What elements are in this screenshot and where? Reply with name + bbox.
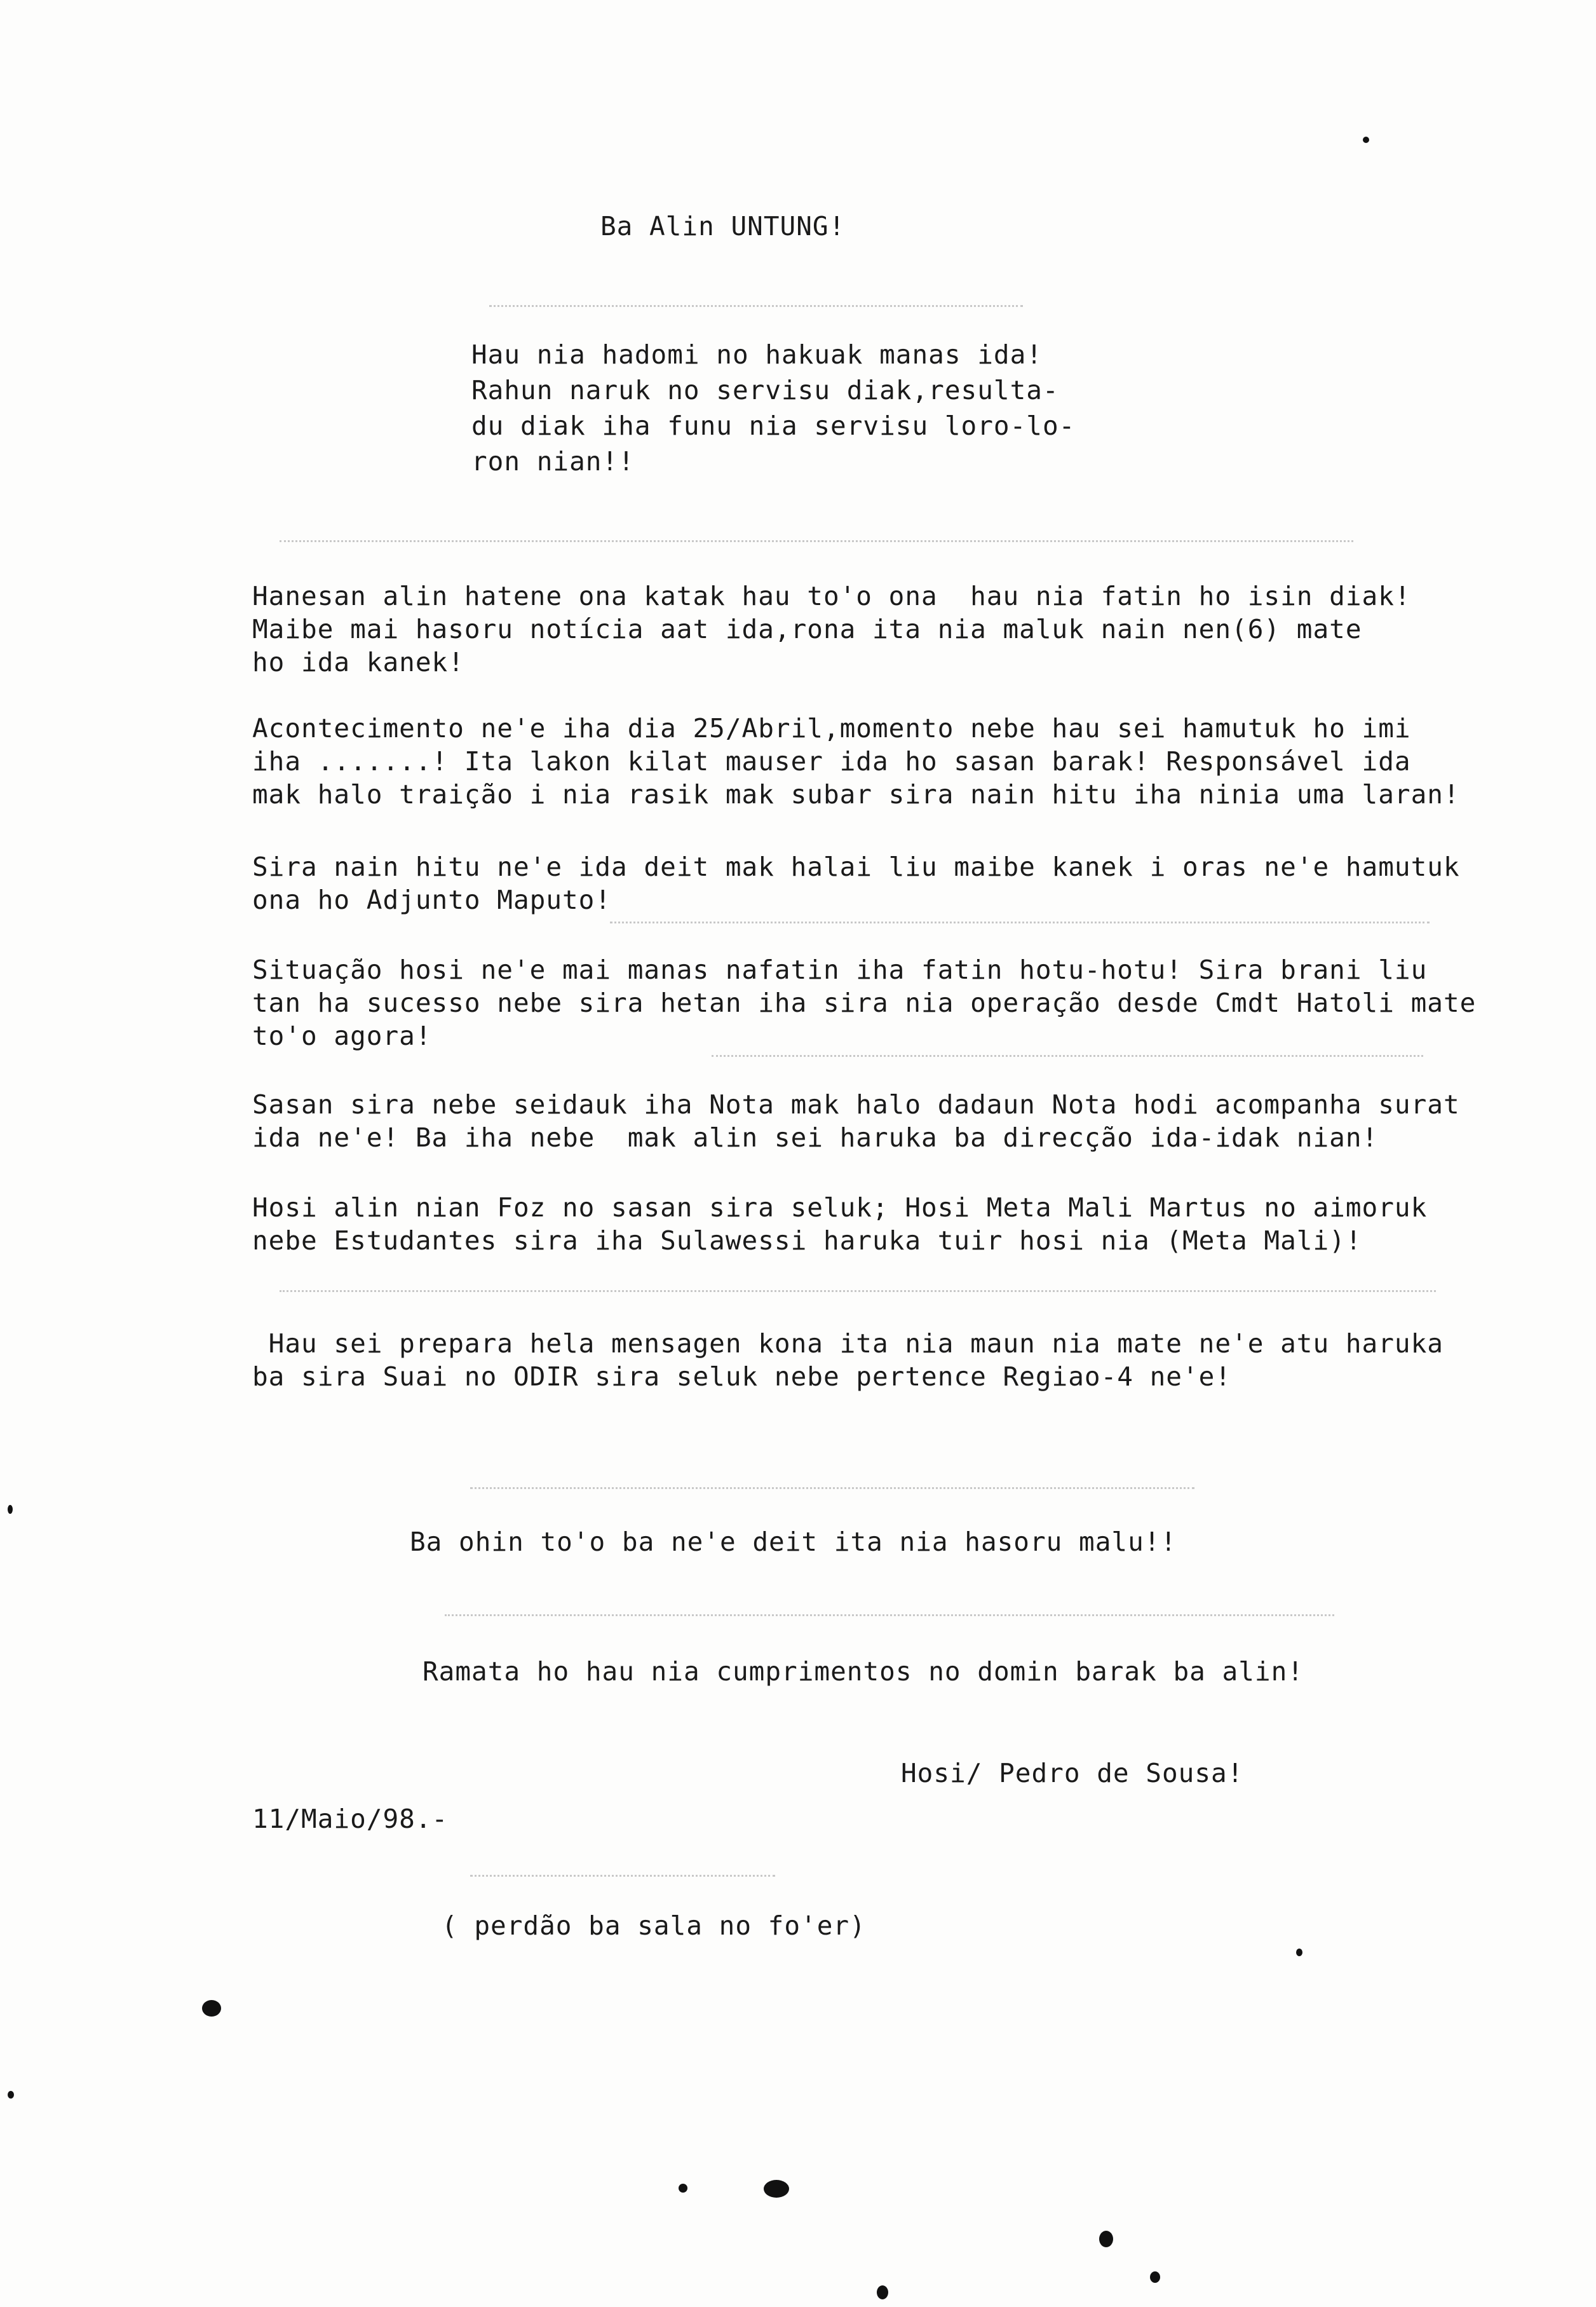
ink-speck (1099, 2231, 1113, 2247)
postscript: ( perdão ba sala no fo'er) (442, 1910, 866, 1941)
ink-speck (679, 2184, 687, 2193)
paragraph-line: Sasan sira nebe seidauk iha Nota mak halo dadaun Nota hodi acompanha surat (252, 1089, 1460, 1120)
ink-speck (1150, 2271, 1160, 2283)
ink-speck (8, 2091, 14, 2099)
paragraph-line: ho ida kanek! (252, 647, 464, 677)
dotted-rule (489, 305, 1023, 307)
paragraph-line: ida ne'e! Ba iha nebe mak alin sei haruka ba direcção ida-idak nian! (252, 1122, 1379, 1153)
closing-wish: Ba ohin to'o ba ne'e deit ita nia hasoru malu!! (410, 1527, 1177, 1557)
ink-speck (202, 2000, 221, 2017)
ink-speck (8, 1505, 13, 1514)
regards: Ramata ho hau nia cumprimentos no domin barak ba alin! (423, 1656, 1304, 1687)
dotted-rule (280, 1290, 1436, 1292)
paragraph-line: Situação hosi ne'e mai manas nafatin iha fatin hotu-hotu! Sira brani liu (252, 955, 1428, 985)
paragraph-line: nebe Estudantes sira iha Sulawessi haruka tuir hosi nia (Meta Mali)! (252, 1225, 1362, 1256)
paragraph-line: ona ho Adjunto Maputo! (252, 885, 612, 915)
ink-speck (877, 2285, 888, 2299)
paragraph-line: iha .......! Ita lakon kilat mauser ida ho sasan barak! Responsável ida (252, 746, 1411, 777)
paragraph-line: tan ha sucesso nebe sira hetan iha sira nia operação desde Cmdt Hatoli mate (252, 988, 1477, 1018)
date: 11/Maio/98.- (252, 1804, 449, 1834)
intro-line: du diak iha funu nia servisu loro-lo- (471, 411, 1076, 441)
dotted-rule (280, 540, 1353, 542)
dotted-rule (470, 1487, 1194, 1489)
paragraph-line: to'o agora! (252, 1021, 432, 1051)
intro-line: Rahun naruk no servisu diak,resulta- (471, 375, 1059, 405)
ink-speck (1296, 1949, 1302, 1956)
paragraph-line: mak halo traição i nia rasik mak subar sira nain hitu iha ninia uma laran! (252, 779, 1460, 810)
paragraph-line: Maibe mai hasoru notícia aat ida,rona ita nia maluk nain nen(6) mate (252, 614, 1362, 644)
paragraph-line: Sira nain hitu ne'e ida deit mak halai liu maibe kanek i oras ne'e hamutuk (252, 852, 1460, 882)
ink-speck (1363, 137, 1369, 143)
ink-speck (764, 2180, 789, 2198)
dotted-rule (712, 1055, 1423, 1057)
intro-line: Hau nia hadomi no hakuak manas ida! (471, 339, 1043, 370)
dotted-rule (470, 1875, 775, 1877)
paragraph-line: Hosi alin nian Foz no sasan sira seluk; Hosi Meta Mali Martus no aimoruk (252, 1192, 1428, 1223)
signature: Hosi/ Pedro de Sousa! (901, 1758, 1244, 1788)
dotted-rule (610, 922, 1430, 923)
paragraph-line: Hau sei prepara hela mensagen kona ita nia maun nia mate ne'e atu haruka (252, 1328, 1444, 1359)
intro-line: ron nian!! (471, 446, 635, 477)
paragraph-line: Acontecimento ne'e iha dia 25/Abril,momento nebe hau sei hamutuk ho imi (252, 713, 1411, 744)
greeting: Ba Alin UNTUNG! (600, 211, 846, 242)
paragraph-line: Hanesan alin hatene ona katak hau to'o ona hau nia fatin ho isin diak! (252, 581, 1411, 611)
paragraph-line: ba sira Suai no ODIR sira seluk nebe pertence Regiao-4 ne'e! (252, 1361, 1232, 1392)
dotted-rule (445, 1614, 1334, 1616)
